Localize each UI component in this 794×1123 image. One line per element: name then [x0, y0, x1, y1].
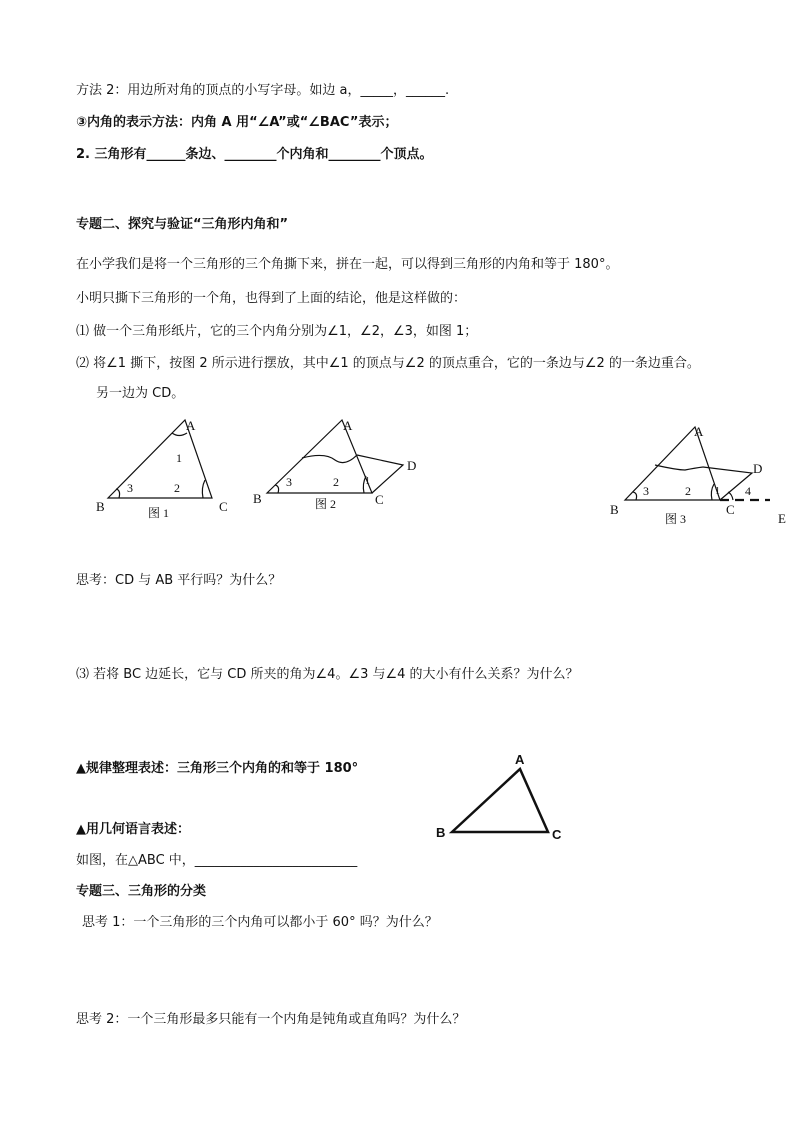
step2-continuation: 另一边为 CD。: [96, 386, 185, 401]
intro-line: 在小学我们是将一个三角形的三个角撕下来，拼在一起，可以得到三角形的内角和等于 180°。: [76, 257, 619, 272]
fig2-torn-edge: [302, 455, 357, 463]
fig1-angle3-label: 3: [127, 481, 133, 495]
method2-line: 方法 2：用边所对角的顶点的小写字母。如边 a，_____，______.: [76, 83, 450, 98]
as-figure-line: 如图，在△ABC 中，_________________________: [76, 853, 358, 868]
figure-3: [605, 415, 794, 530]
fig1-label-a: A: [186, 418, 196, 433]
fig2-label-c: C: [375, 492, 384, 507]
fig2-label-b: B: [253, 491, 262, 506]
rule-statement: ▲规律整理表述：三角形三个内角的和等于 180°: [76, 761, 359, 776]
fig1-angle1-arc: [172, 433, 187, 436]
think2-line: 思考 2：一个三角形最多只能有一个内角是钝角或直角吗？为什么？: [76, 1012, 466, 1027]
fig2-label-d: D: [407, 458, 417, 473]
fig3-angle3-label: 3: [643, 484, 649, 498]
triangle-label-a: A: [515, 752, 525, 767]
fig1-angle3-arc: [116, 489, 120, 498]
step1-line: ⑴ 做一个三角形纸片，它的三个内角分别为∠1，∠2，∠3，如图 1；: [76, 324, 478, 339]
fig2-label-a: A: [343, 418, 353, 433]
fig2-angle2-label: 2: [333, 475, 339, 489]
fig2-angle3-label: 3: [286, 475, 292, 489]
fig2-angle3-arc: [275, 485, 279, 493]
topic3-title: 专题三、三角形的分类: [76, 884, 207, 899]
step2-line: ⑵ 将∠1 撕下，按图 2 所示进行摆放，其中∠1 的顶点与∠2 的顶点重合，它的一条边与∠2 的一条边重合。: [76, 356, 700, 371]
fig1-angle2-arc: [202, 480, 205, 498]
fig2-angle1-label: 1: [365, 476, 370, 487]
figure-1: [90, 410, 240, 525]
question-2: 2. 三角形有______条边、________个内角和________个顶点。: [76, 147, 433, 162]
fig3-angle3-arc: [633, 492, 637, 500]
triangle-abc: [452, 769, 548, 832]
figure-triangle-abc: [430, 752, 580, 847]
fig3-label-b: B: [610, 502, 619, 517]
fig3-angle2-label: 2: [685, 484, 691, 498]
topic2-title: 专题二、探究与验证“三角形内角和”: [76, 217, 289, 232]
fig3-label-d: D: [753, 461, 763, 476]
angle-notation-line: ③内角的表示方法：内角 A 用“∠A”或“∠BAC”表示；: [76, 115, 398, 130]
triangle-label-c: C: [552, 827, 562, 842]
fig3-torn-edge: [655, 465, 703, 470]
think1-line: 思考 1：一个三角形的三个内角可以都小于 60° 吗？为什么？: [82, 915, 438, 930]
think-parallel-line: 思考：CD 与 AB 平行吗？为什么？: [76, 573, 282, 588]
fig3-angle4-label: 4: [745, 484, 751, 498]
triangle-label-b: B: [436, 825, 446, 840]
xiaoming-line: 小明只撕下三角形的一个角，也得到了上面的结论，他是这样做的：: [76, 291, 467, 306]
fig1-angle1-label: 1: [176, 451, 182, 465]
fig1-angle2-label: 2: [174, 481, 180, 495]
step3-line: ⑶ 若将 BC 边延长，它与 CD 所夹的角为∠4。∠3 与∠4 的大小有什么关系？为什么？: [76, 667, 579, 682]
fig1-caption: 图 1: [148, 506, 170, 520]
fig3-label-a: A: [694, 424, 704, 439]
fig3-angle1-label: 1: [715, 486, 720, 497]
fig3-label-e: E: [778, 511, 786, 526]
fig3-label-c: C: [726, 502, 735, 517]
fig3-angle2-arc: [711, 484, 714, 500]
geo-statement: ▲用几何语言表述：: [76, 822, 190, 837]
fig1-label-b: B: [96, 499, 105, 514]
fig2-caption: 图 2: [315, 497, 337, 511]
fig1-label-c: C: [219, 499, 228, 514]
fig3-triangle: [625, 427, 720, 500]
figure-2: [245, 410, 430, 520]
fig1-triangle: [108, 420, 212, 498]
fig3-caption: 图 3: [665, 512, 687, 526]
